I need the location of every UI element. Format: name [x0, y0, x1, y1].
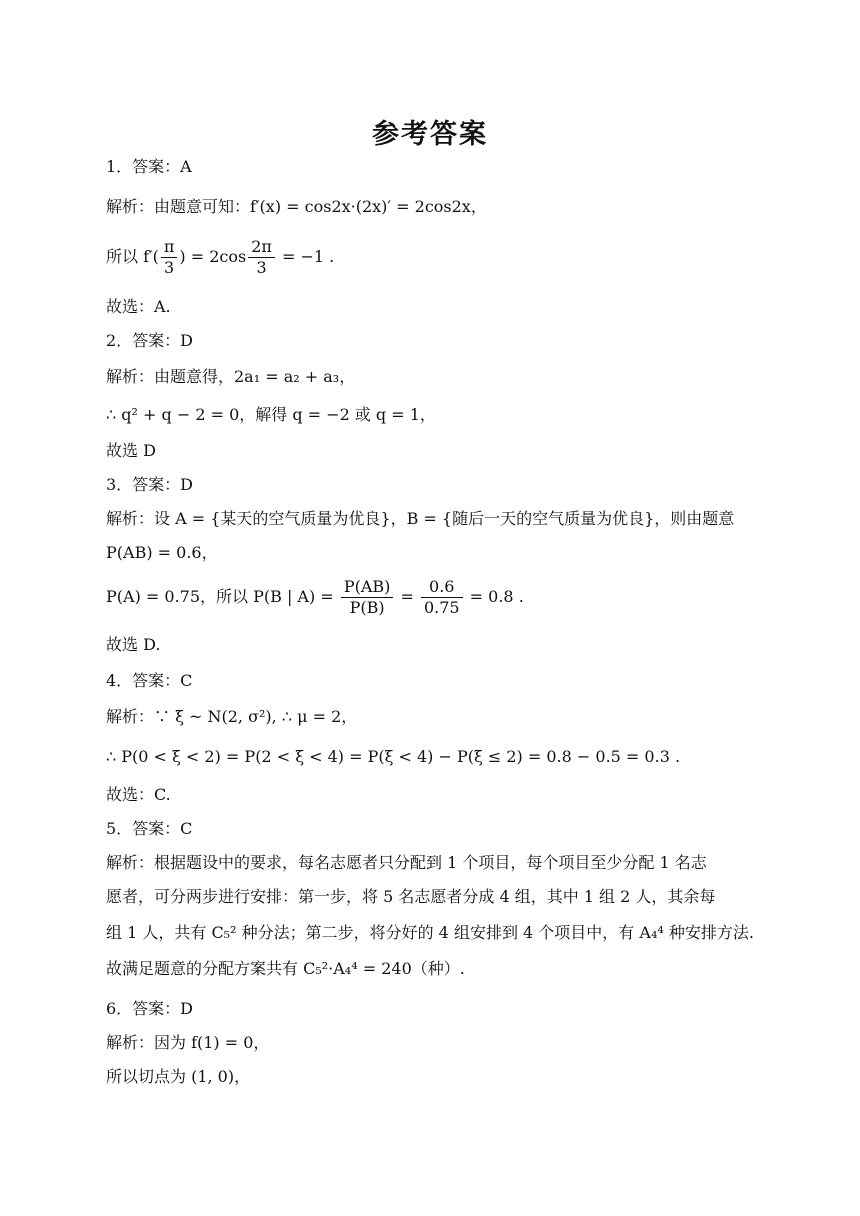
conditional-prefix: P(A) = 0.75，所以 P(B | A) =: [106, 587, 339, 606]
solution-5-para-1: 解析：根据题设中的要求，每名志愿者只分配到 1 个项目，每个项目至少分配 1 名志: [106, 853, 707, 872]
answer-1-label: 1．答案：A: [106, 157, 192, 176]
answer-4-label: 4．答案：C: [106, 671, 193, 690]
fraction-06-over-075: [421, 577, 463, 618]
fraction-denominator: P(B): [349, 598, 385, 617]
solution-6-tangent-point: 所以切点为 (1, 0)，: [106, 1067, 251, 1086]
solution-2-step2: ∴ q² + q − 2 = 0，解得 q = −2 或 q = 1，: [106, 405, 436, 424]
page-title: 参考答案: [372, 119, 488, 150]
eval-prefix: 所以 f′(: [106, 247, 159, 266]
solution-3-conditional: [106, 574, 766, 620]
solution-1-evaluation: [106, 236, 766, 278]
conditional-equals: =: [395, 587, 419, 606]
solution-4-probability: ∴ P(0 < ξ < 2) = P(2 < ξ < 4) = P(ξ < 4) − P(ξ ≤ 2) = 0.8 − 0.5 = 0.3 .: [106, 747, 681, 766]
solution-1-derivative: 解析：由题意可知：f′(x) = cos2x·(2x)′ = 2cos2x，: [106, 197, 487, 216]
fraction-numerator: π: [161, 237, 178, 258]
fraction-numerator: P(AB): [341, 577, 394, 598]
fraction-numerator: 2π: [248, 237, 275, 258]
eval-middle: ) = 2cos: [179, 247, 247, 266]
choice-2: 故选 D: [106, 441, 156, 460]
choice-4: 故选：C.: [106, 785, 171, 804]
solution-5-conclusion: 故满足题意的分配方案共有 C₅²·A₄⁴ = 240（种）.: [106, 959, 465, 978]
fraction-2pi-over-3: [248, 237, 275, 278]
conditional-result: = 0.8 .: [464, 587, 524, 606]
fraction-denominator: 3: [164, 258, 175, 277]
solution-4-normal: 解析：∵ ξ ~ N(2, σ²), ∴ μ = 2，: [106, 707, 358, 726]
choice-3: 故选 D.: [106, 635, 161, 654]
solution-5-para-2: 愿者，可分两步进行安排：第一步，将 5 名志愿者分成 4 组，其中 1 组 2 人，其余每: [106, 887, 716, 906]
fraction-numerator: 0.6: [421, 577, 463, 598]
fraction-denominator: 0.75: [423, 598, 460, 617]
answer-6-label: 6．答案：D: [106, 999, 194, 1018]
fraction-pi-over-3: [161, 237, 178, 278]
solution-2-step1: 解析：由题意得，2a₁ = a₂ + a₃，: [106, 367, 356, 386]
fraction-denominator: 3: [256, 258, 267, 277]
eval-result: = −1 .: [276, 247, 335, 266]
answer-2-label: 2．答案：D: [106, 331, 194, 350]
solution-3-events: 解析：设 A = {某天的空气质量为优良}，B = {随后一天的空气质量为优良}，则由题意: [106, 509, 735, 528]
fraction-pab-over-pb: [341, 577, 394, 618]
solution-5-para-3: 组 1 人，共有 C₅² 种分法；第二步，将分好的 4 组安排到 4 个项目中，有 A₄⁴ 种安排方法.: [106, 923, 754, 942]
solution-6-f1: 解析：因为 f(1) = 0，: [106, 1033, 270, 1052]
solution-3-pab: P(AB) = 0.6，: [106, 543, 218, 562]
answer-5-label: 5．答案：C: [106, 819, 193, 838]
answer-3-label: 3．答案：D: [106, 475, 194, 494]
choice-1: 故选：A.: [106, 297, 171, 316]
